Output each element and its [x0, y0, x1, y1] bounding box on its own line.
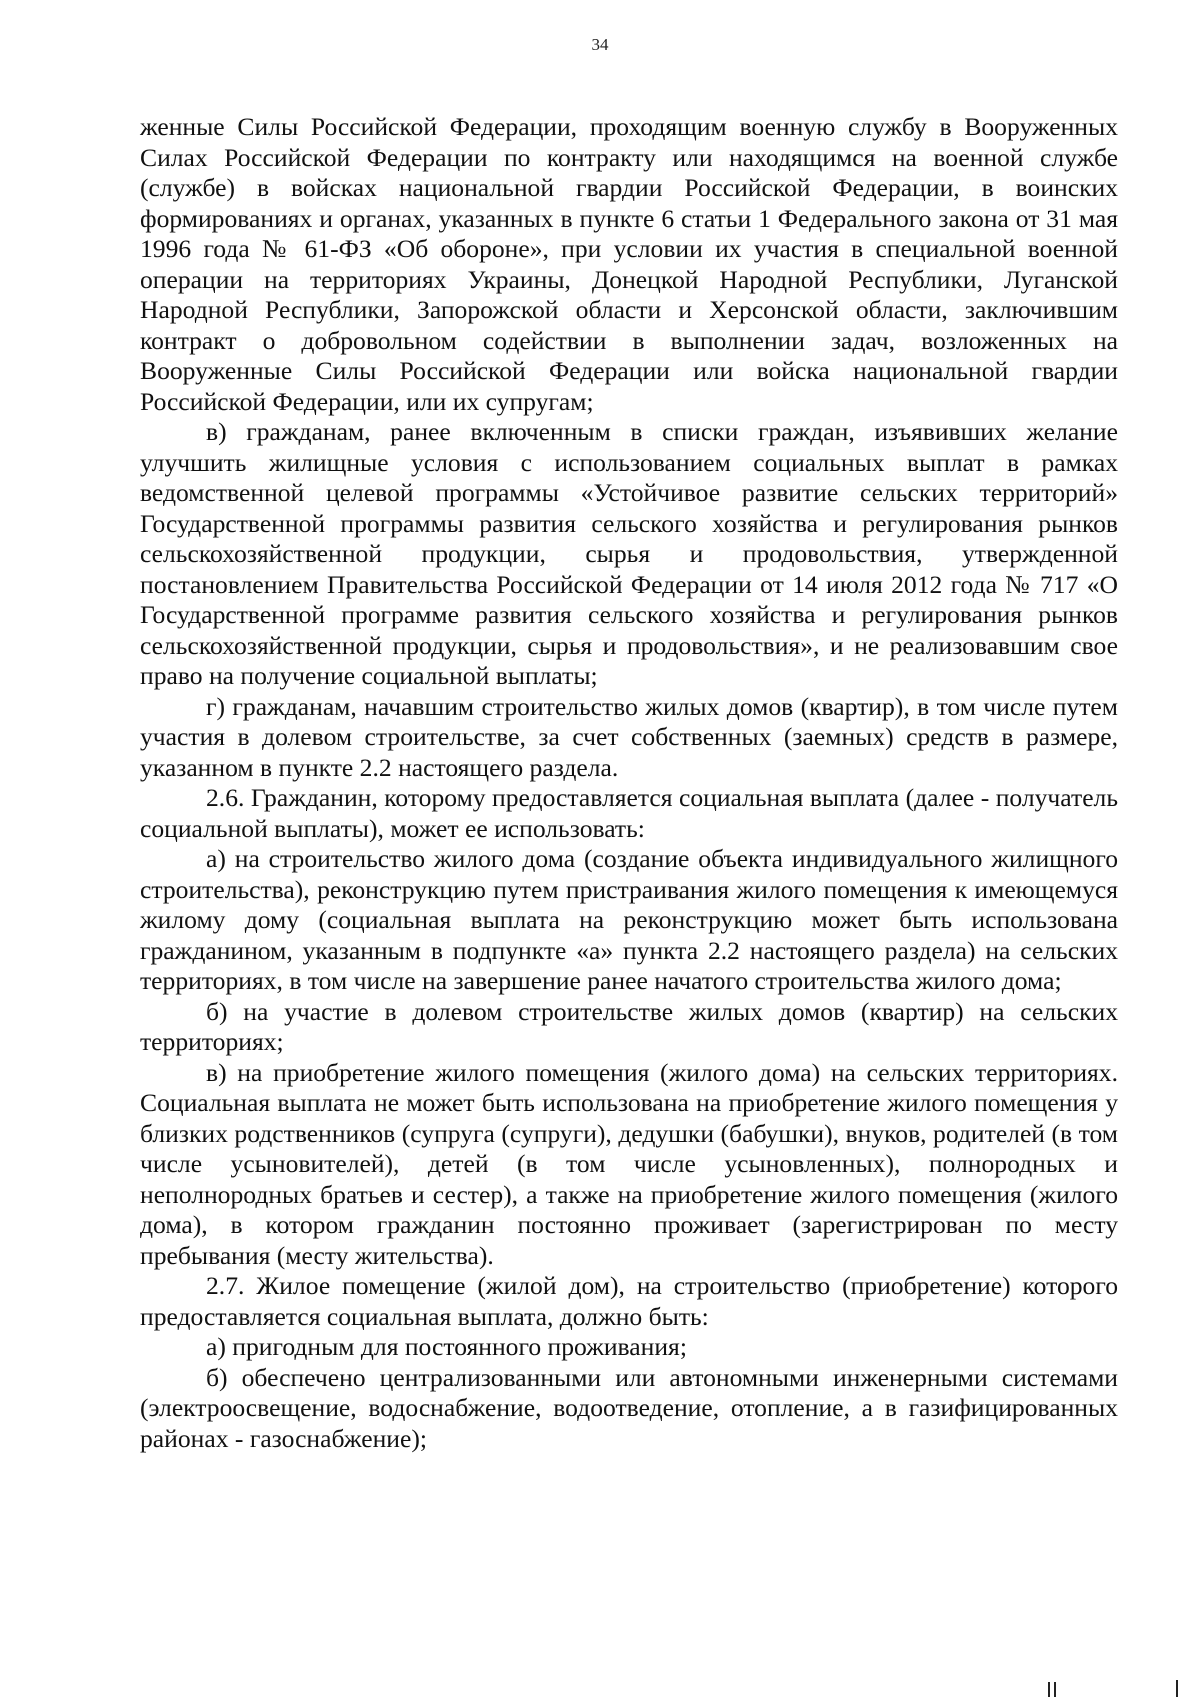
scan-mark [1048, 1682, 1050, 1697]
paragraph-section-2-6: 2.6. Гражданин, которому предоставляется социальная выплата (далее - получатель социальной выплаты), может ее использовать: [140, 783, 1118, 843]
document-body [140, 112, 1118, 1454]
paragraph-subitem-a: а) на строительство жилого дома (создание объекта индивидуального жилищного строительства), реконструкцию путем пристраивания жилого помещения к имеющемуся жилому дому (социальная выплата на реконструкцию может быть использована гражданином, указанным в подпункте «а» пункта 2.2 настоящего раздела) на сельских территориях, в том числе на завершение ранее начатого строительства жилого дома; [140, 844, 1118, 995]
paragraph-subitem-v: в) гражданам, ранее включенным в списки граждан, изъявивших желание улучшить жилищные условия с использованием социальных выплат в рамках ведомственной целевой программы «Устойчивое развитие сельских территорий» Государственной программы развития сельского хозяйства и регулирования рынков сельскохозяйственной продукции, сырья и продовольствия, утвержденной постановлением Правительства Российской Федерации от 14 июля 2012 года № 717 «О Государственной программе развития сельского хозяйства и регулирования рынков сельскохозяйственной продукции, сырья и продовольствия», и не реализовавшим свое право на получение социальной выплаты; [140, 417, 1118, 690]
scan-mark [1054, 1682, 1056, 1697]
paragraph-subitem-b-2: б) обеспечено централизованными или автономными инженерными системами (электроосвещение, водоснабжение, водоотведение, отопление, а в газифицированных районах - газоснабжение); [140, 1362, 1118, 1453]
paragraph-subitem-a-2: а) пригодным для постоянного проживания; [206, 1332, 687, 1361]
paragraph-subitem-g: г) гражданам, начавшим строительство жилых домов (квартир), в том числе путем участия в долевом строительстве, за счет собственных (заемных) средств в размере, указанном в пункте 2.2 настоящего раздела. [140, 691, 1118, 782]
paragraph-subitem-v-2: в) на приобретение жилого помещения (жилого дома) на сельских территориях. Социальная выплата не может быть использована на приобретение жилого помещения у близких родственников (супруга (супруги), дедушки (бабушки), внуков, родителей (в том числе усыновителей), детей (в том числе усыновленных), полнородных и неполнородных братьев и сестер), а также на приобретение жилого помещения (жилого дома), в котором гражданин постоянно проживает (зарегистрирован по месту пребывания (месту жительства). [140, 1057, 1118, 1270]
paragraph-subitem-b: б) на участие в долевом строительстве жилых домов (квартир) на сельских территориях; [140, 996, 1118, 1056]
scan-mark [1176, 1680, 1178, 1697]
page-number: 34 [591, 35, 609, 54]
paragraph-section-2-7: 2.7. Жилое помещение (жилой дом), на строительство (приобретение) которого предоставляется социальная выплата, должно быть: [140, 1271, 1118, 1331]
paragraph-continuation: женные Силы Российской Федерации, проходящим военную службу в Вооруженных Силах Российской Федерации по контракту или находящимся на военной службе (службе) в войсках национальной гвардии Российской Федерации, в воинских формированиях и органах, указанных в пункте 6 статьи 1 Федерального закона от 31 мая 1996 года № 61-ФЗ «Об обороне», при условии их участия в специальной военной операции на территориях Украины, Донецкой Народной Республики, Луганской Народной Республики, Запорожской области и Херсонской области, заключившим контракт о добровольном содействии в выполнении задач, возложенных на Вооруженные Силы Российской Федерации или войска национальной гвардии Российской Федерации, или их супругам; [140, 112, 1118, 416]
